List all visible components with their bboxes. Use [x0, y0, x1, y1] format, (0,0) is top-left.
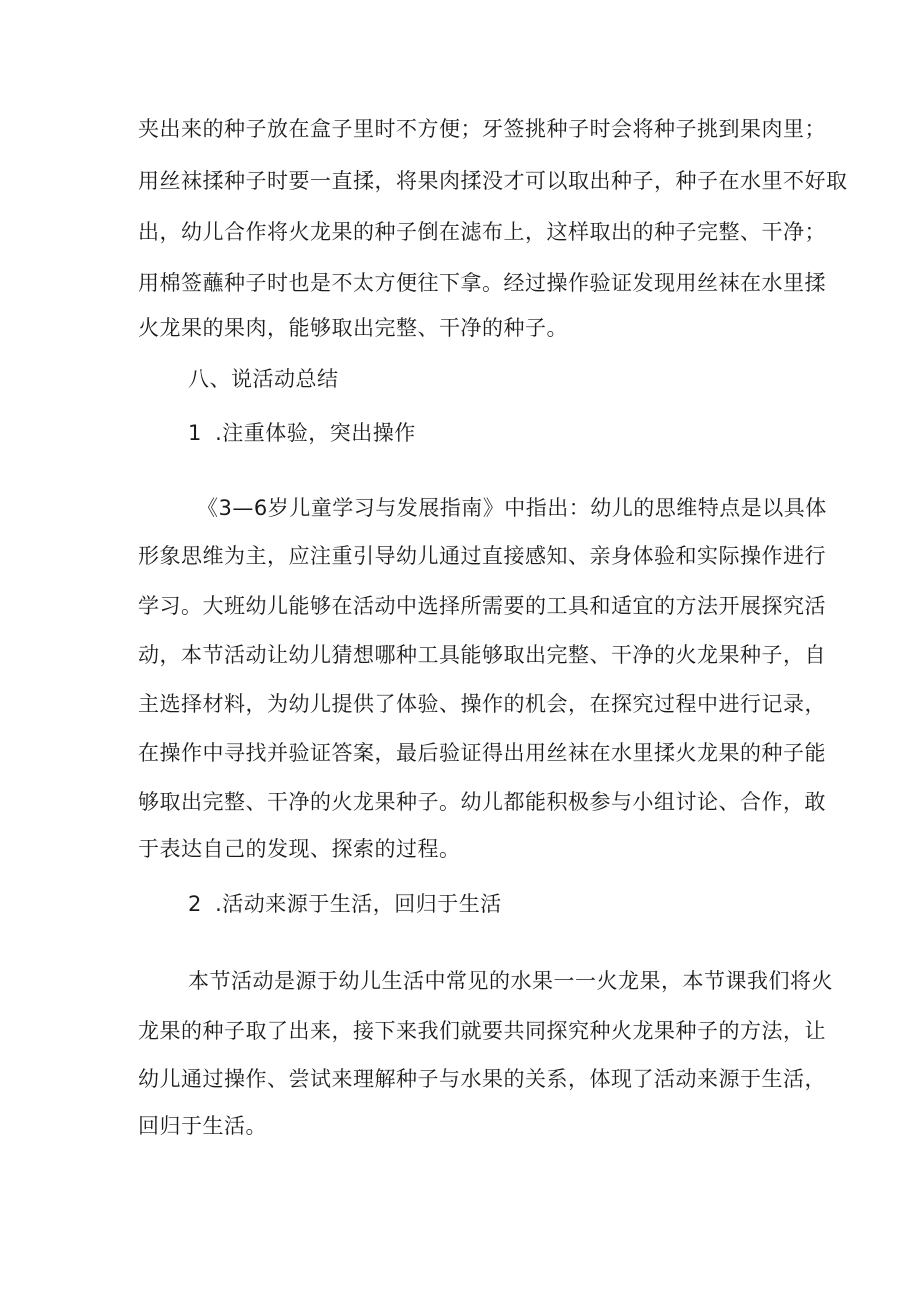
- section-heading: 八、说活动总结: [188, 367, 339, 391]
- paragraph-line: 用棉签蘸种子时也是不太方便往下拿。经过操作验证发现用丝袜在水里揉: [138, 271, 826, 295]
- paragraph-line: 回归于生活。: [138, 1114, 267, 1138]
- paragraph-line: 形象思维为主，应注重引导幼儿通过直接感知、亲身体验和实际操作进行: [138, 544, 826, 568]
- paragraph-line: 夹出来的种子放在盒子里时不方便；牙签挑种子时会将种子挑到果肉里；: [138, 117, 826, 141]
- paragraph-line: 学习。大班幼儿能够在活动中选择所需要的工具和适宜的方法开展探究活: [138, 594, 826, 618]
- subsection-number: 2: [188, 892, 202, 916]
- subsection-heading-2: [188, 889, 502, 919]
- paragraph-line: 在操作中寻找并验证答案，最后验证得出用丝袜在水里揉火龙果的种子能: [138, 741, 826, 765]
- subsection-title: .活动来源于生活，回归于生活: [215, 892, 502, 916]
- paragraph-line: 本节活动是源于幼儿生活中常见的水果一一火龙果，本节课我们将火: [188, 969, 833, 993]
- paragraph-line: 用丝袜揉种子时要一直揉，将果肉揉没才可以取出种子，种子在水里不好取: [138, 169, 848, 193]
- subsection-title: .注重体验，突出操作: [215, 421, 416, 445]
- paragraph-line: 龙果的种子取了出来，接下来我们就要共同探究种火龙果种子的方法，让: [138, 1019, 826, 1043]
- subsection-heading-1: [188, 418, 416, 448]
- paragraph-line: 够取出完整、干净的火龙果种子。幼儿都能积极参与小组讨论、合作，敢: [138, 790, 826, 814]
- paragraph-line: 动，本节活动让幼儿猜想哪种工具能够取出完整、干净的火龙果种子，自: [138, 643, 826, 667]
- paragraph-line: 于表达自己的发现、探索的过程。: [138, 837, 461, 861]
- subsection-number: 1: [188, 421, 202, 445]
- paragraph-line: 火龙果的果肉，能够取出完整、干净的种子。: [138, 316, 568, 340]
- paragraph-line: 主选择材料，为幼儿提供了体验、操作的机会，在探究过程中进行记录，: [138, 692, 826, 716]
- paragraph-line: 出，幼儿合作将火龙果的种子倒在滤布上，这样取出的种子完整、干净；: [138, 220, 826, 244]
- paragraph-line: 《3—6岁儿童学习与发展指南》中指出：幼儿的思维特点是以具体: [197, 496, 827, 520]
- paragraph-line: 幼儿通过操作、尝试来理解种子与水果的关系，体现了活动来源于生活，: [138, 1067, 826, 1091]
